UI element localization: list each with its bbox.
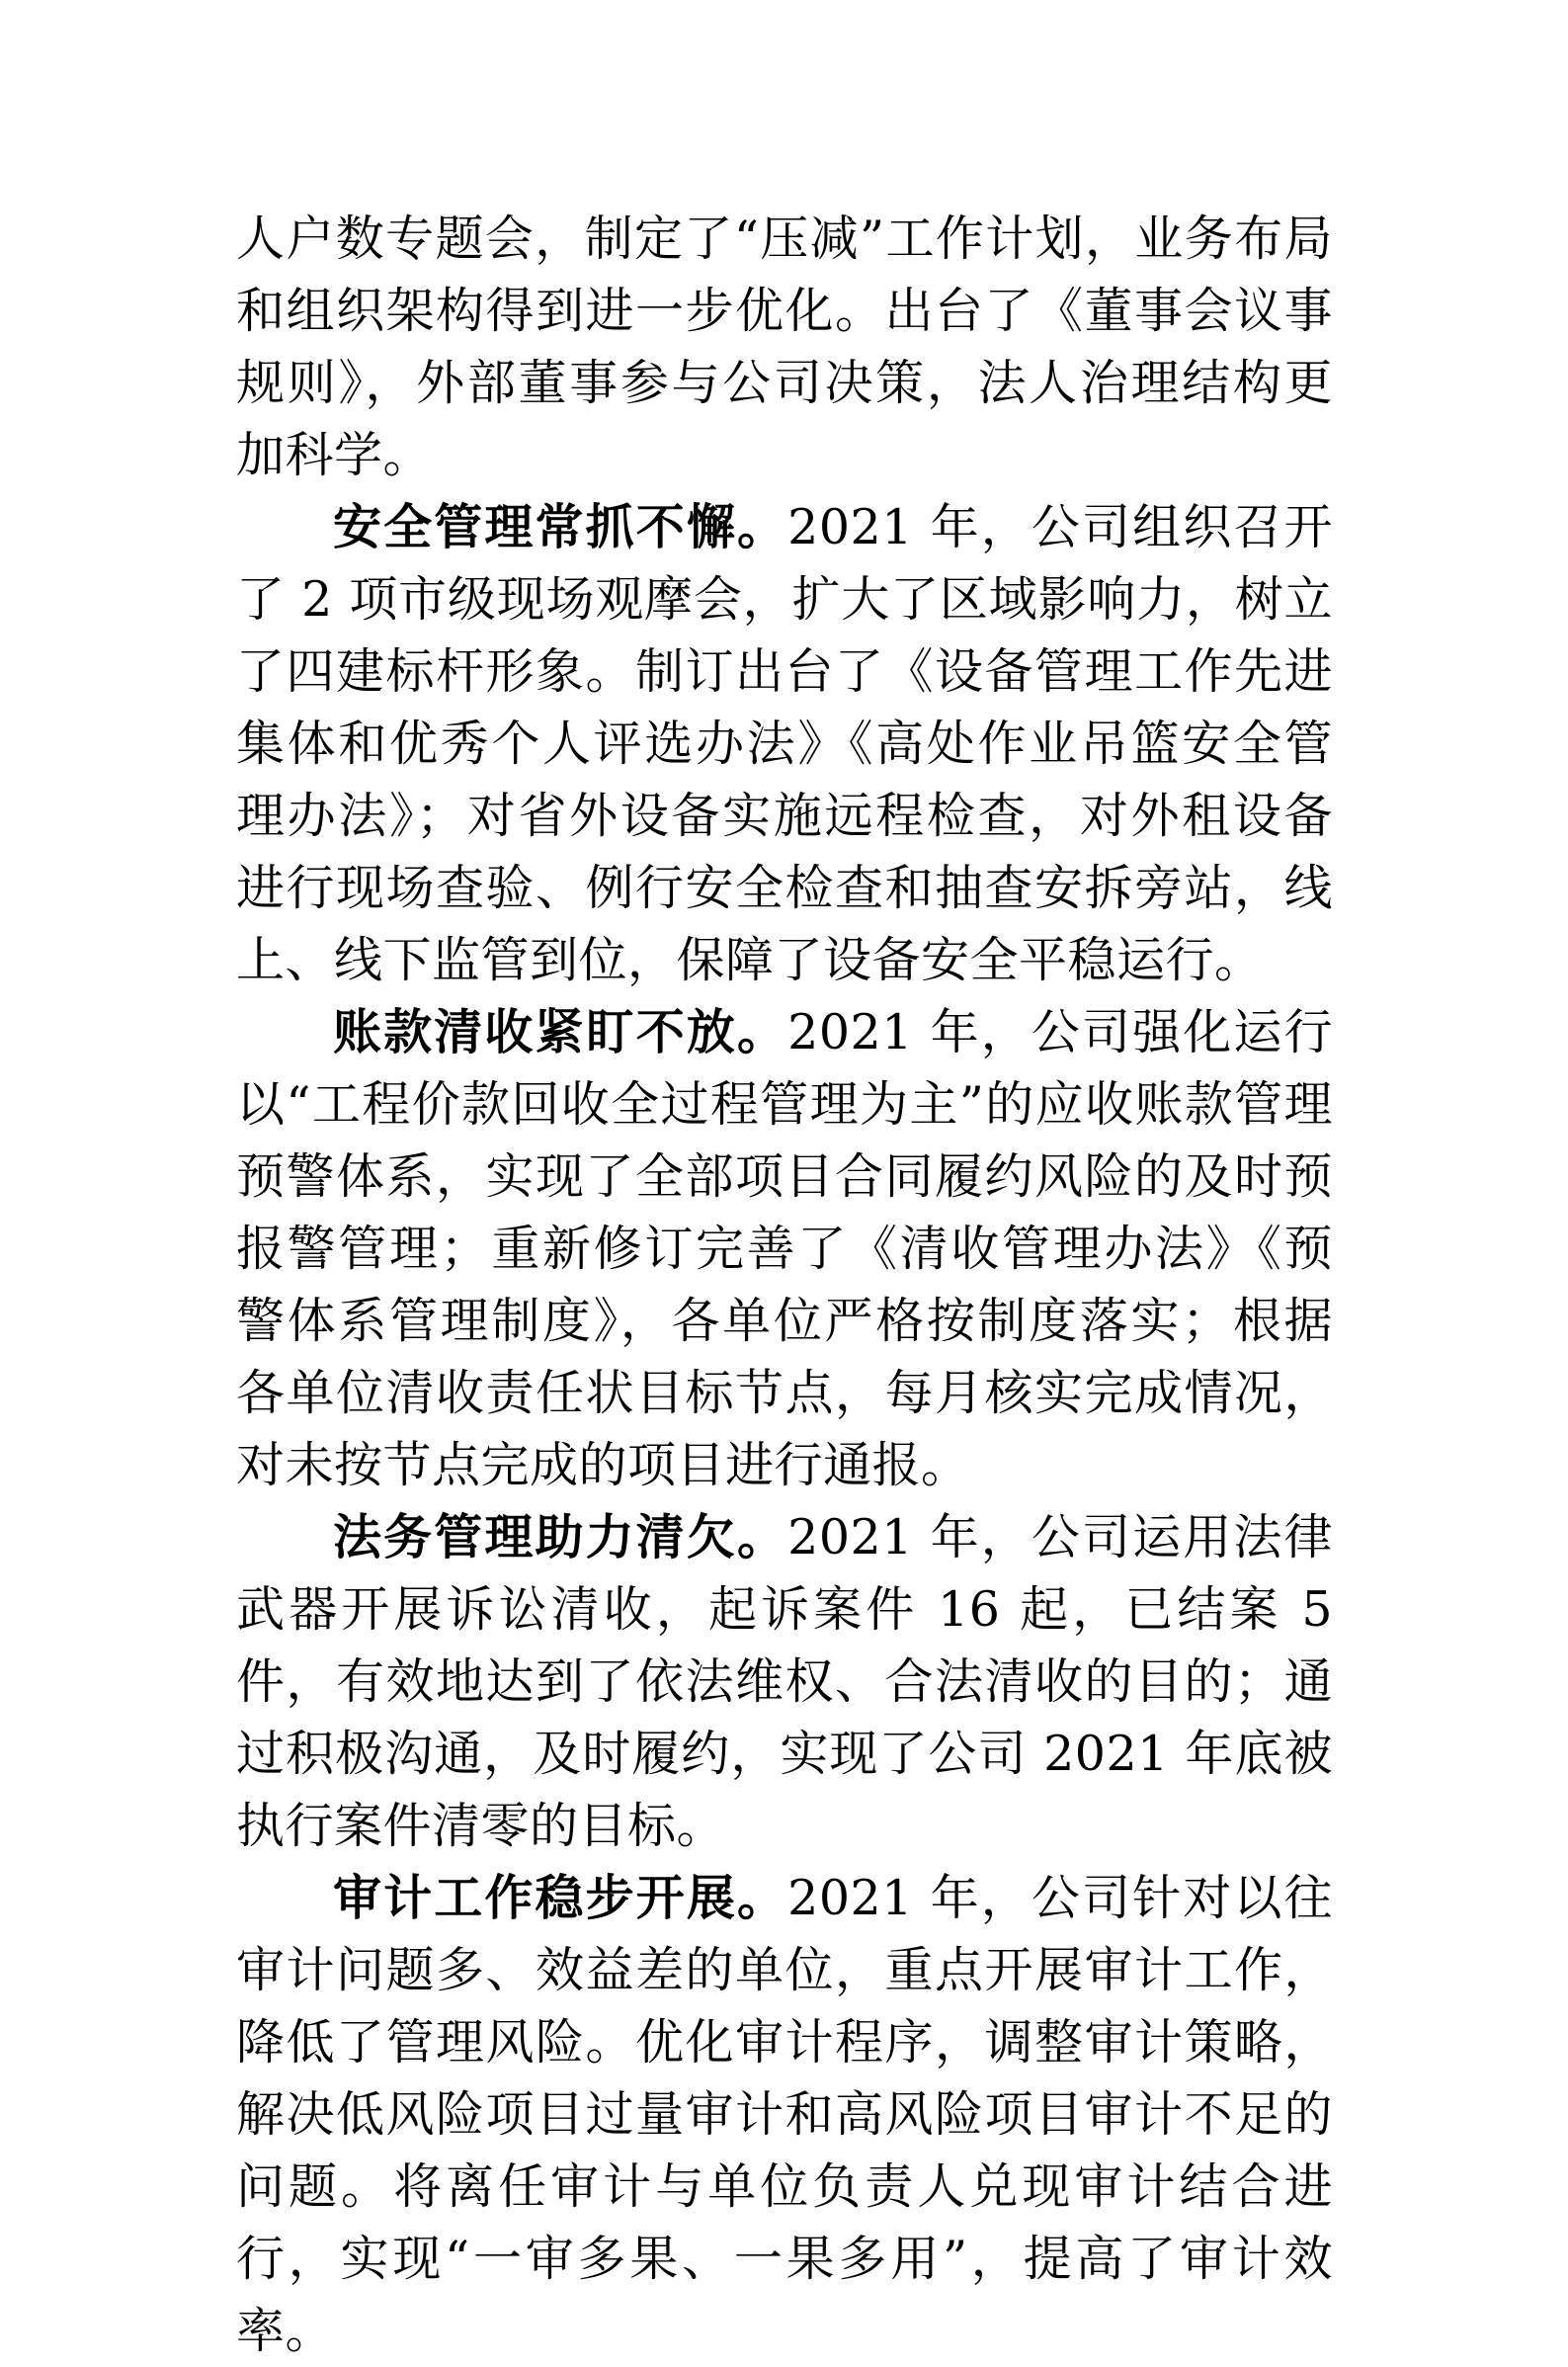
paragraph-3-body: 2021 年，公司强化运行以“工程价款回收全过程管理为主”的应收账款管理预警体系，实现了全部项目合同履约风险的及时预报警管理；重新修订完善了《清收管理办法》《预警体系管理制度》，各单位严格按制度落实；根据各单位清收责任状目标节点，每月核实完成情况，对未按节点完成的项目进行通报。 <box>236 1004 1333 1493</box>
paragraph-1-body: 人户数专题会，制定了“压减”工作计划，业务布局和组织架构得到进一步优化。出台了《董事会议事规则》，外部董事参与公司决策，法人治理结构更加科学。 <box>236 211 1333 483</box>
paragraph-5 <box>236 1862 1333 2367</box>
paragraph-5-lead: 审计工作稳步开展。 <box>333 1869 788 1926</box>
paragraph-2-body: 2021 年，公司组织召开了 2 项市级现场观摩会，扩大了区域影响力，树立了四建标杆形象。制订出台了《设备管理工作先进集体和优秀个人评选办法》《高处作业吊篮安全管理办法》；对省外设备实施远程检查，对外租设备进行现场查验、例行安全检查和抽查安拆旁站，线上、线下监管到位，保障了设备安全平稳运行。 <box>236 499 1333 988</box>
paragraph-1 <box>236 203 1333 491</box>
document-page <box>236 203 1333 2367</box>
paragraph-4-lead: 法务管理助力清欠。 <box>333 1508 788 1565</box>
paragraph-3 <box>236 996 1333 1501</box>
paragraph-4 <box>236 1501 1333 1862</box>
paragraph-2 <box>236 491 1333 996</box>
paragraph-4-body: 2021 年，公司运用法律武器开展诉讼清收，起诉案件 16 起，已结案 5 件，有效地达到了依法维权、合法清收的目的；通过积极沟通，及时履约，实现了公司 2021 年底被执行案件清零的目标。 <box>236 1509 1333 1854</box>
paragraph-3-lead: 账款清收紧盯不放。 <box>333 1003 788 1060</box>
paragraph-5-body: 2021 年，公司针对以往审计问题多、效益差的单位，重点开展审计工作，降低了管理风险。优化审计程序，调整审计策略，解决低风险项目过量审计和高风险项目审计不足的问题。将离任审计与单位负责人兑现审计结合进行，实现“一审多果、一果多用”，提高了审计效率。 <box>236 1870 1333 2359</box>
paragraph-2-lead: 安全管理常抓不懈。 <box>333 498 788 555</box>
